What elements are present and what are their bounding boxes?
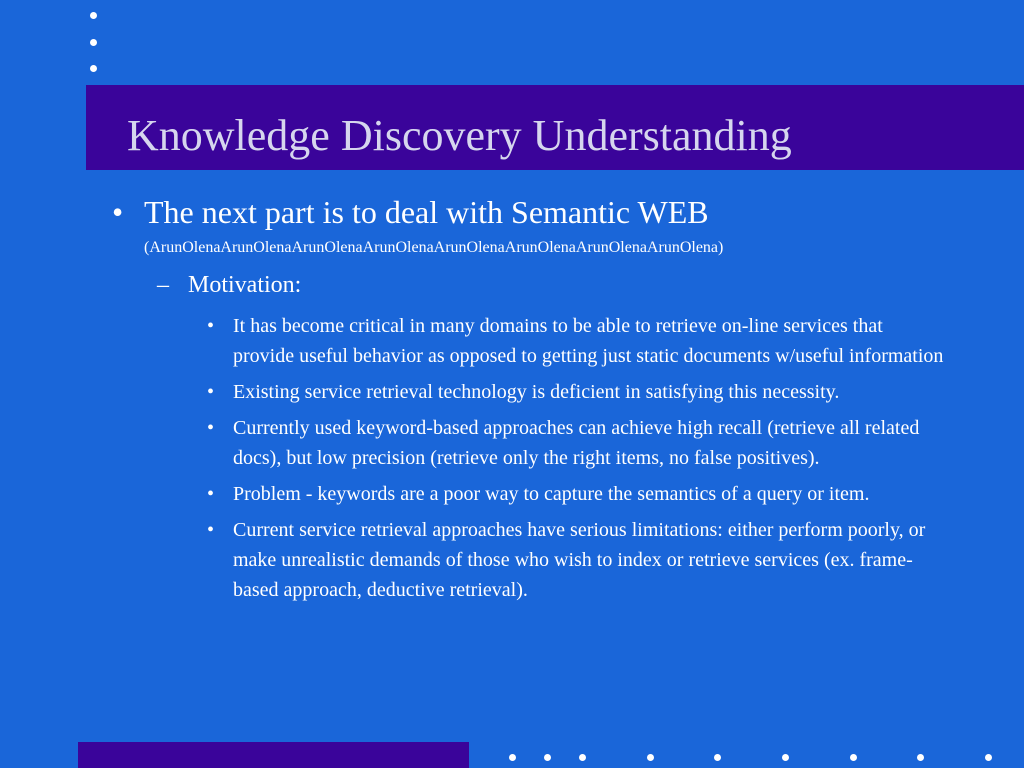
list-item-text: Currently used keyword-based approaches can achieve high recall (retrieve all related docs), but low precision (retrieve only the right items, no false positives). <box>233 417 920 469</box>
decorative-dot-icon <box>509 754 516 761</box>
bullet-icon: • <box>207 315 215 337</box>
list-item-text: Current service retrieval approaches have serious limitations: either perform poorly, or make unrealistic demands of those who wish to index or retrieve services (ex. frame-based approach, deductive retrieval). <box>233 519 926 601</box>
main-bullet-text: The next part is to deal with Semantic WEB <box>144 194 709 230</box>
decorative-dot-icon <box>90 12 97 19</box>
decorative-dot-icon <box>985 754 992 761</box>
list-item-text: Problem - keywords are a poor way to capture the semantics of a query or item. <box>233 483 870 505</box>
list-item <box>207 377 947 407</box>
list-item <box>207 413 947 473</box>
list-item <box>207 515 947 605</box>
decorative-dot-icon <box>714 754 721 761</box>
dash-icon: – <box>157 272 169 298</box>
decorative-dot-icon <box>647 754 654 761</box>
section-heading-text: Motivation: <box>188 272 302 298</box>
bullet-icon: • <box>207 483 215 505</box>
slide-title: Knowledge Discovery Understanding <box>127 111 792 160</box>
list-item <box>207 311 947 371</box>
motivation-list <box>207 311 947 611</box>
bullet-icon: • <box>112 194 124 230</box>
list-item-text: Existing service retrieval technology is deficient in satisfying this necessity. <box>233 381 840 403</box>
list-item <box>207 479 947 509</box>
decorative-dot-icon <box>850 754 857 761</box>
bullet-icon: • <box>207 519 215 541</box>
decorative-dot-icon <box>90 65 97 72</box>
decorative-dot-icon <box>579 754 586 761</box>
decorative-dot-icon <box>544 754 551 761</box>
decorative-dot-icon <box>782 754 789 761</box>
list-item-text: It has become critical in many domains to be able to retrieve on-line services that provide useful behavior as opposed to getting just static documents w/useful information <box>233 315 944 367</box>
bottom-bar <box>78 742 469 768</box>
bullet-icon: • <box>207 417 215 439</box>
main-bullet-subnote: (ArunOlenaArunOlenaArunOlenaArunOlenaArunOlenaArunOlenaArunOlenaArunOlena) <box>144 239 724 256</box>
decorative-dot-icon <box>917 754 924 761</box>
decorative-dot-icon <box>90 39 97 46</box>
bullet-icon: • <box>207 381 215 403</box>
